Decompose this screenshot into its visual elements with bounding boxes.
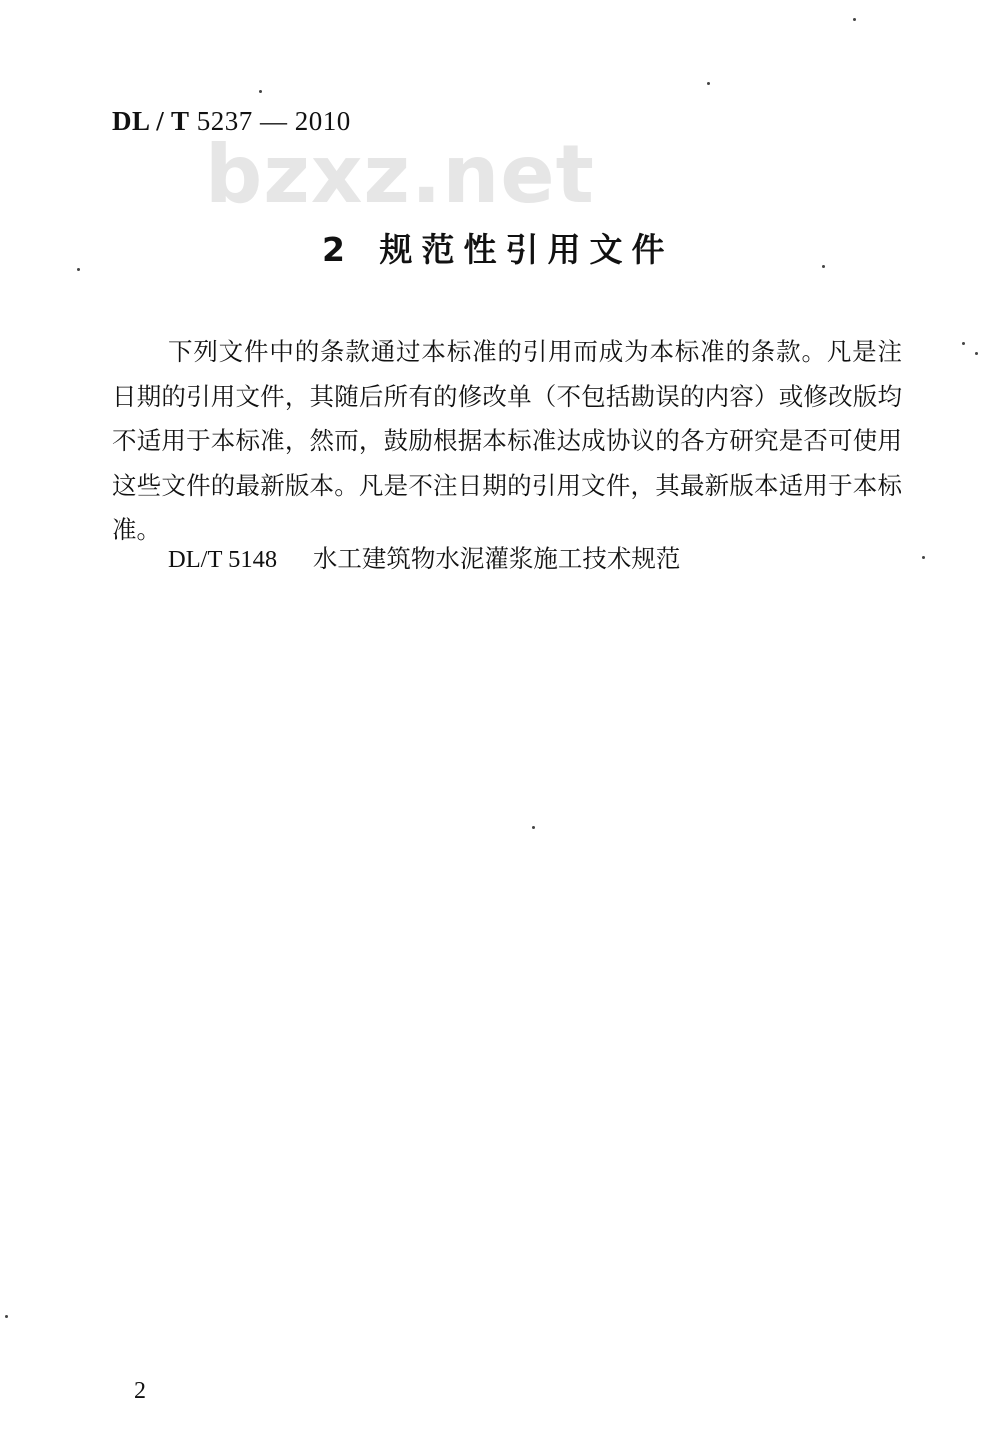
watermark: bzxz.net — [205, 128, 595, 221]
body-paragraph: 下列文件中的条款通过本标准的引用而成为本标准的条款。凡是注日期的引用文件，其随后所有的修改单（不包括勘误的内容）或修改版均不适用于本标准，然而，鼓励根据本标准达成协议的各方研究是否可使用这些文件的最新版本。凡是不注日期的引用文件，其最新版本适用于本标准。 — [112, 337, 902, 544]
scan-speck — [822, 265, 825, 268]
standard-number: 5237 — 2010 — [196, 106, 351, 136]
scan-speck — [532, 826, 535, 829]
section-heading — [322, 224, 673, 271]
reference-code: DL/T 5148 — [168, 546, 278, 573]
scan-speck — [853, 18, 856, 21]
scan-speck — [5, 1315, 8, 1318]
reference-title: 水工建筑物水泥灌浆施工技术规范 — [312, 544, 681, 573]
scan-speck — [922, 556, 925, 559]
scan-speck — [975, 352, 978, 355]
scan-speck — [962, 342, 965, 345]
scan-speck — [77, 268, 80, 271]
standard-prefix: DL / T — [112, 106, 190, 136]
section-number: 2 — [322, 230, 345, 269]
scan-speck — [707, 82, 710, 85]
reference-item — [168, 540, 680, 575]
scan-speck — [259, 90, 262, 93]
section-title: 规范性引用文件 — [379, 230, 674, 269]
page-number: 2 — [134, 1378, 146, 1404]
